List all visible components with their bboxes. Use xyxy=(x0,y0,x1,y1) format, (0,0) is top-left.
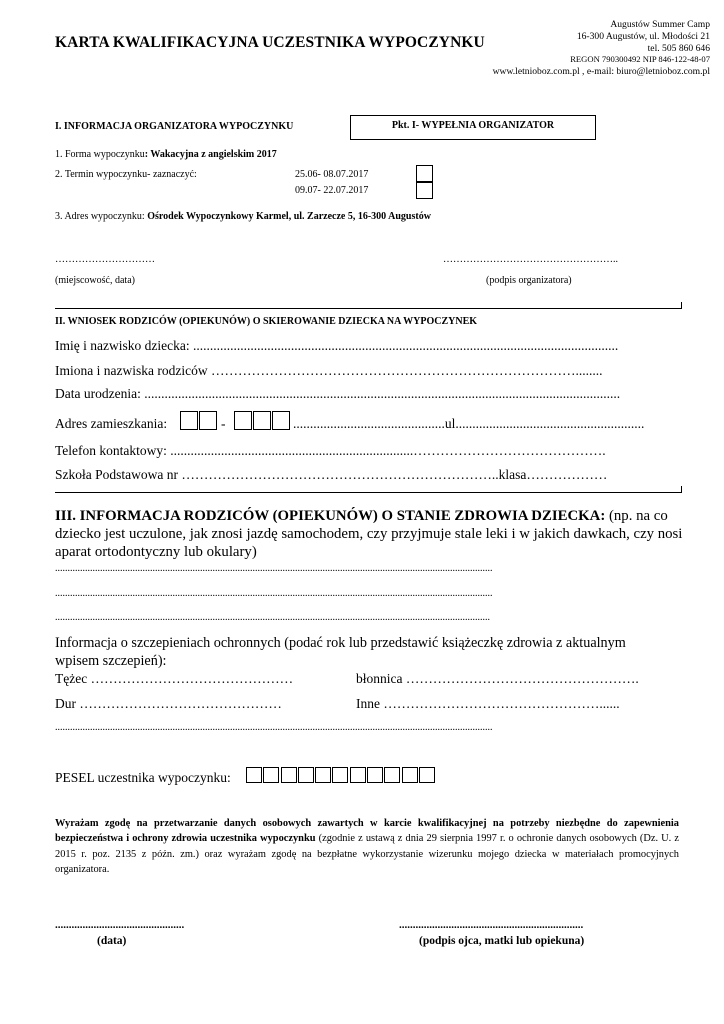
date-caption: (data) xyxy=(97,935,127,947)
section2-title: II. WNIOSEK RODZICÓW (OPIEKUNÓW) O SKIEROWANIE DZIECKA NA WYPOCZYNEK xyxy=(55,316,478,327)
divider-tick xyxy=(681,302,682,309)
birth-date-field[interactable]: Data urodzenia: ............................................................................................................................................. xyxy=(55,386,621,401)
rest-address xyxy=(55,211,431,222)
organizer-badge-label: Pkt. I- WYPEŁNIA ORGANIZATOR xyxy=(391,120,555,131)
place-date-caption: (miejscowość, data) xyxy=(55,275,135,286)
organizer-signature-caption: (podpis organizatora) xyxy=(486,275,572,286)
postal-code-digit-3[interactable] xyxy=(234,411,252,430)
home-address-label: Adres zamieszkania: xyxy=(55,416,168,431)
section3-intro-line1 xyxy=(55,508,668,525)
pesel-digit[interactable] xyxy=(367,767,383,783)
postal-code-digit-2[interactable] xyxy=(199,411,217,430)
vaccination-extra-line[interactable]: ............................................................................................................................................................................... xyxy=(55,722,493,733)
organizer-contact xyxy=(493,19,710,78)
section1-title: I. INFORMACJA ORGANIZATORA WYPOCZYNKU xyxy=(55,121,294,132)
postal-code-dash: - xyxy=(221,416,226,431)
health-info-line-2[interactable]: ............................................................................................................................................................................... xyxy=(55,588,493,599)
divider-section3 xyxy=(55,492,682,493)
organizer-phone: tel. 505 860 646 xyxy=(647,42,710,54)
organizer-name: Augustów Summer Camp xyxy=(610,19,710,30)
form-of-rest xyxy=(55,149,277,160)
divider-tick-2 xyxy=(681,486,682,493)
rest-address-label: 3. Adres wypoczynku: xyxy=(55,211,148,222)
consent-bold: Wyrażam zgodę na przetwarzanie danych osobowych zawartych w karcie kwalifikacyjnej na potrzeby niezbędne do zapewnienia bezpieczeństwa i ochrony zdrowia uczestnika wypoczynku xyxy=(55,818,679,845)
term-option-1: 25.06- 08.07.2017 xyxy=(295,169,369,180)
other-vaccination-field[interactable]: Inne …………………………………………...... xyxy=(356,696,620,711)
pesel-digit[interactable] xyxy=(384,767,400,783)
typhoid-field[interactable]: Dur ……………………………………… xyxy=(55,696,282,711)
section3-intro-line3: aparat ortodontyczny lub okulary) xyxy=(55,544,257,560)
divider-section2 xyxy=(55,308,682,309)
pesel-digit[interactable] xyxy=(315,767,331,783)
pesel-digit[interactable] xyxy=(350,767,366,783)
phone-field[interactable]: Telefon kontaktowy: ........................................................................……………………………………. xyxy=(55,443,606,458)
consent-paragraph xyxy=(55,816,679,877)
term-option-2: 09.07- 22.07.2017 xyxy=(295,185,369,196)
organizer-regon-nip: REGON 790300492 NIP 846-122-48-07 xyxy=(570,54,710,65)
place-date-field[interactable]: ………………………… xyxy=(55,254,155,265)
vaccination-info-line2: wpisem szczepień): xyxy=(55,653,167,669)
street-label: ul. xyxy=(444,416,459,431)
consent-normal: (zgodnie z ustawą z dnia 29 sierpnia 1997 r. o ochronie danych osobowych (Dz. U. z 2015 r. poz. 2135 z późn. zm.) oraz wyrażam zgodę na bezpłatne wykorzystanie wizerunku mojego dziecka w materiałach promocyjnych organizatora. xyxy=(55,833,680,875)
section3-title: III. INFORMACJA RODZICÓW (OPIEKUNÓW) O STANIE ZDROWIA DZIECKA: xyxy=(55,508,606,524)
health-info-line-3[interactable]: .............................................................................................................................................................................. xyxy=(55,612,490,623)
health-info-line-1[interactable]: ............................................................................................................................................................................... xyxy=(55,563,493,574)
city-dots: ............................................. xyxy=(293,416,445,431)
pesel-digit[interactable] xyxy=(246,767,262,783)
street-dots: ....................................................... xyxy=(458,416,645,431)
vaccination-info-line1: Informacja o szczepieniach ochronnych (podać rok lub przedstawić książeczkę zdrowia z aktualnym xyxy=(55,635,626,651)
school-field[interactable]: Szkoła Podstawowa nr ……………………………………………………………..klasa……………… xyxy=(55,467,608,482)
form-value: : Wakacyjna z angielskim 2017 xyxy=(144,149,277,160)
parents-names-field[interactable]: Imiona i nazwiska rodziców ………………………………………………………………………........ xyxy=(55,363,603,378)
home-address-city-field[interactable] xyxy=(293,416,644,432)
diphtheria-field[interactable]: błonnica ……………………………………………. xyxy=(356,671,639,686)
term-2-checkbox[interactable] xyxy=(416,182,433,199)
pesel-digit[interactable] xyxy=(402,767,418,783)
term-1-checkbox[interactable] xyxy=(416,165,433,182)
tetanus-field[interactable]: Tężec ……………………………………… xyxy=(55,671,294,686)
form-label: 1. Forma wypoczynku xyxy=(55,149,145,160)
section3-intro-text: (np. na co xyxy=(605,508,668,524)
pesel-digit[interactable] xyxy=(263,767,279,783)
document-title: KARTA KWALIFIKACYJNA UCZESTNIKA WYPOCZYNKU xyxy=(55,34,485,51)
pesel-digit[interactable] xyxy=(281,767,297,783)
child-name-field[interactable]: Imię i nazwisko dziecka: .............................................................................................................................. xyxy=(55,338,619,353)
organizer-address: 16-300 Augustów, ul. Młodości 21 xyxy=(576,30,710,42)
section3-intro-line2: dziecko jest uczulone, jak znosi jazdę samochodem, czy przyjmuje stale leki i w jakich dawkach, czy nosi xyxy=(55,526,683,542)
pesel-digit[interactable] xyxy=(332,767,348,783)
parent-signature-caption: (podpis ojca, matki lub opiekuna) xyxy=(419,935,585,947)
date-signature-field[interactable]: ............................................... xyxy=(55,919,185,931)
postal-code-digit-1[interactable] xyxy=(180,411,198,430)
pesel-boxes[interactable] xyxy=(246,767,436,783)
organizer-badge xyxy=(350,115,596,140)
parent-signature-field[interactable]: ................................................................... xyxy=(399,919,584,931)
organizer-signature-field[interactable]: …………………………………………….. xyxy=(443,254,618,265)
rest-address-value: Ośrodek Wypoczynkowy Karmel, ul. Zarzecze 5, 16-300 Augustów xyxy=(147,211,431,222)
term-label: 2. Termin wypoczynku- zaznaczyć: xyxy=(55,169,197,180)
pesel-label: PESEL uczestnika wypoczynku: xyxy=(55,770,231,785)
postal-code-digit-5[interactable] xyxy=(272,411,290,430)
postal-code-digit-4[interactable] xyxy=(253,411,271,430)
pesel-digit[interactable] xyxy=(419,767,435,783)
organizer-web-email: www.letnioboz.com.pl , e-mail: biuro@letnioboz.com.pl xyxy=(492,66,710,78)
pesel-digit[interactable] xyxy=(298,767,314,783)
